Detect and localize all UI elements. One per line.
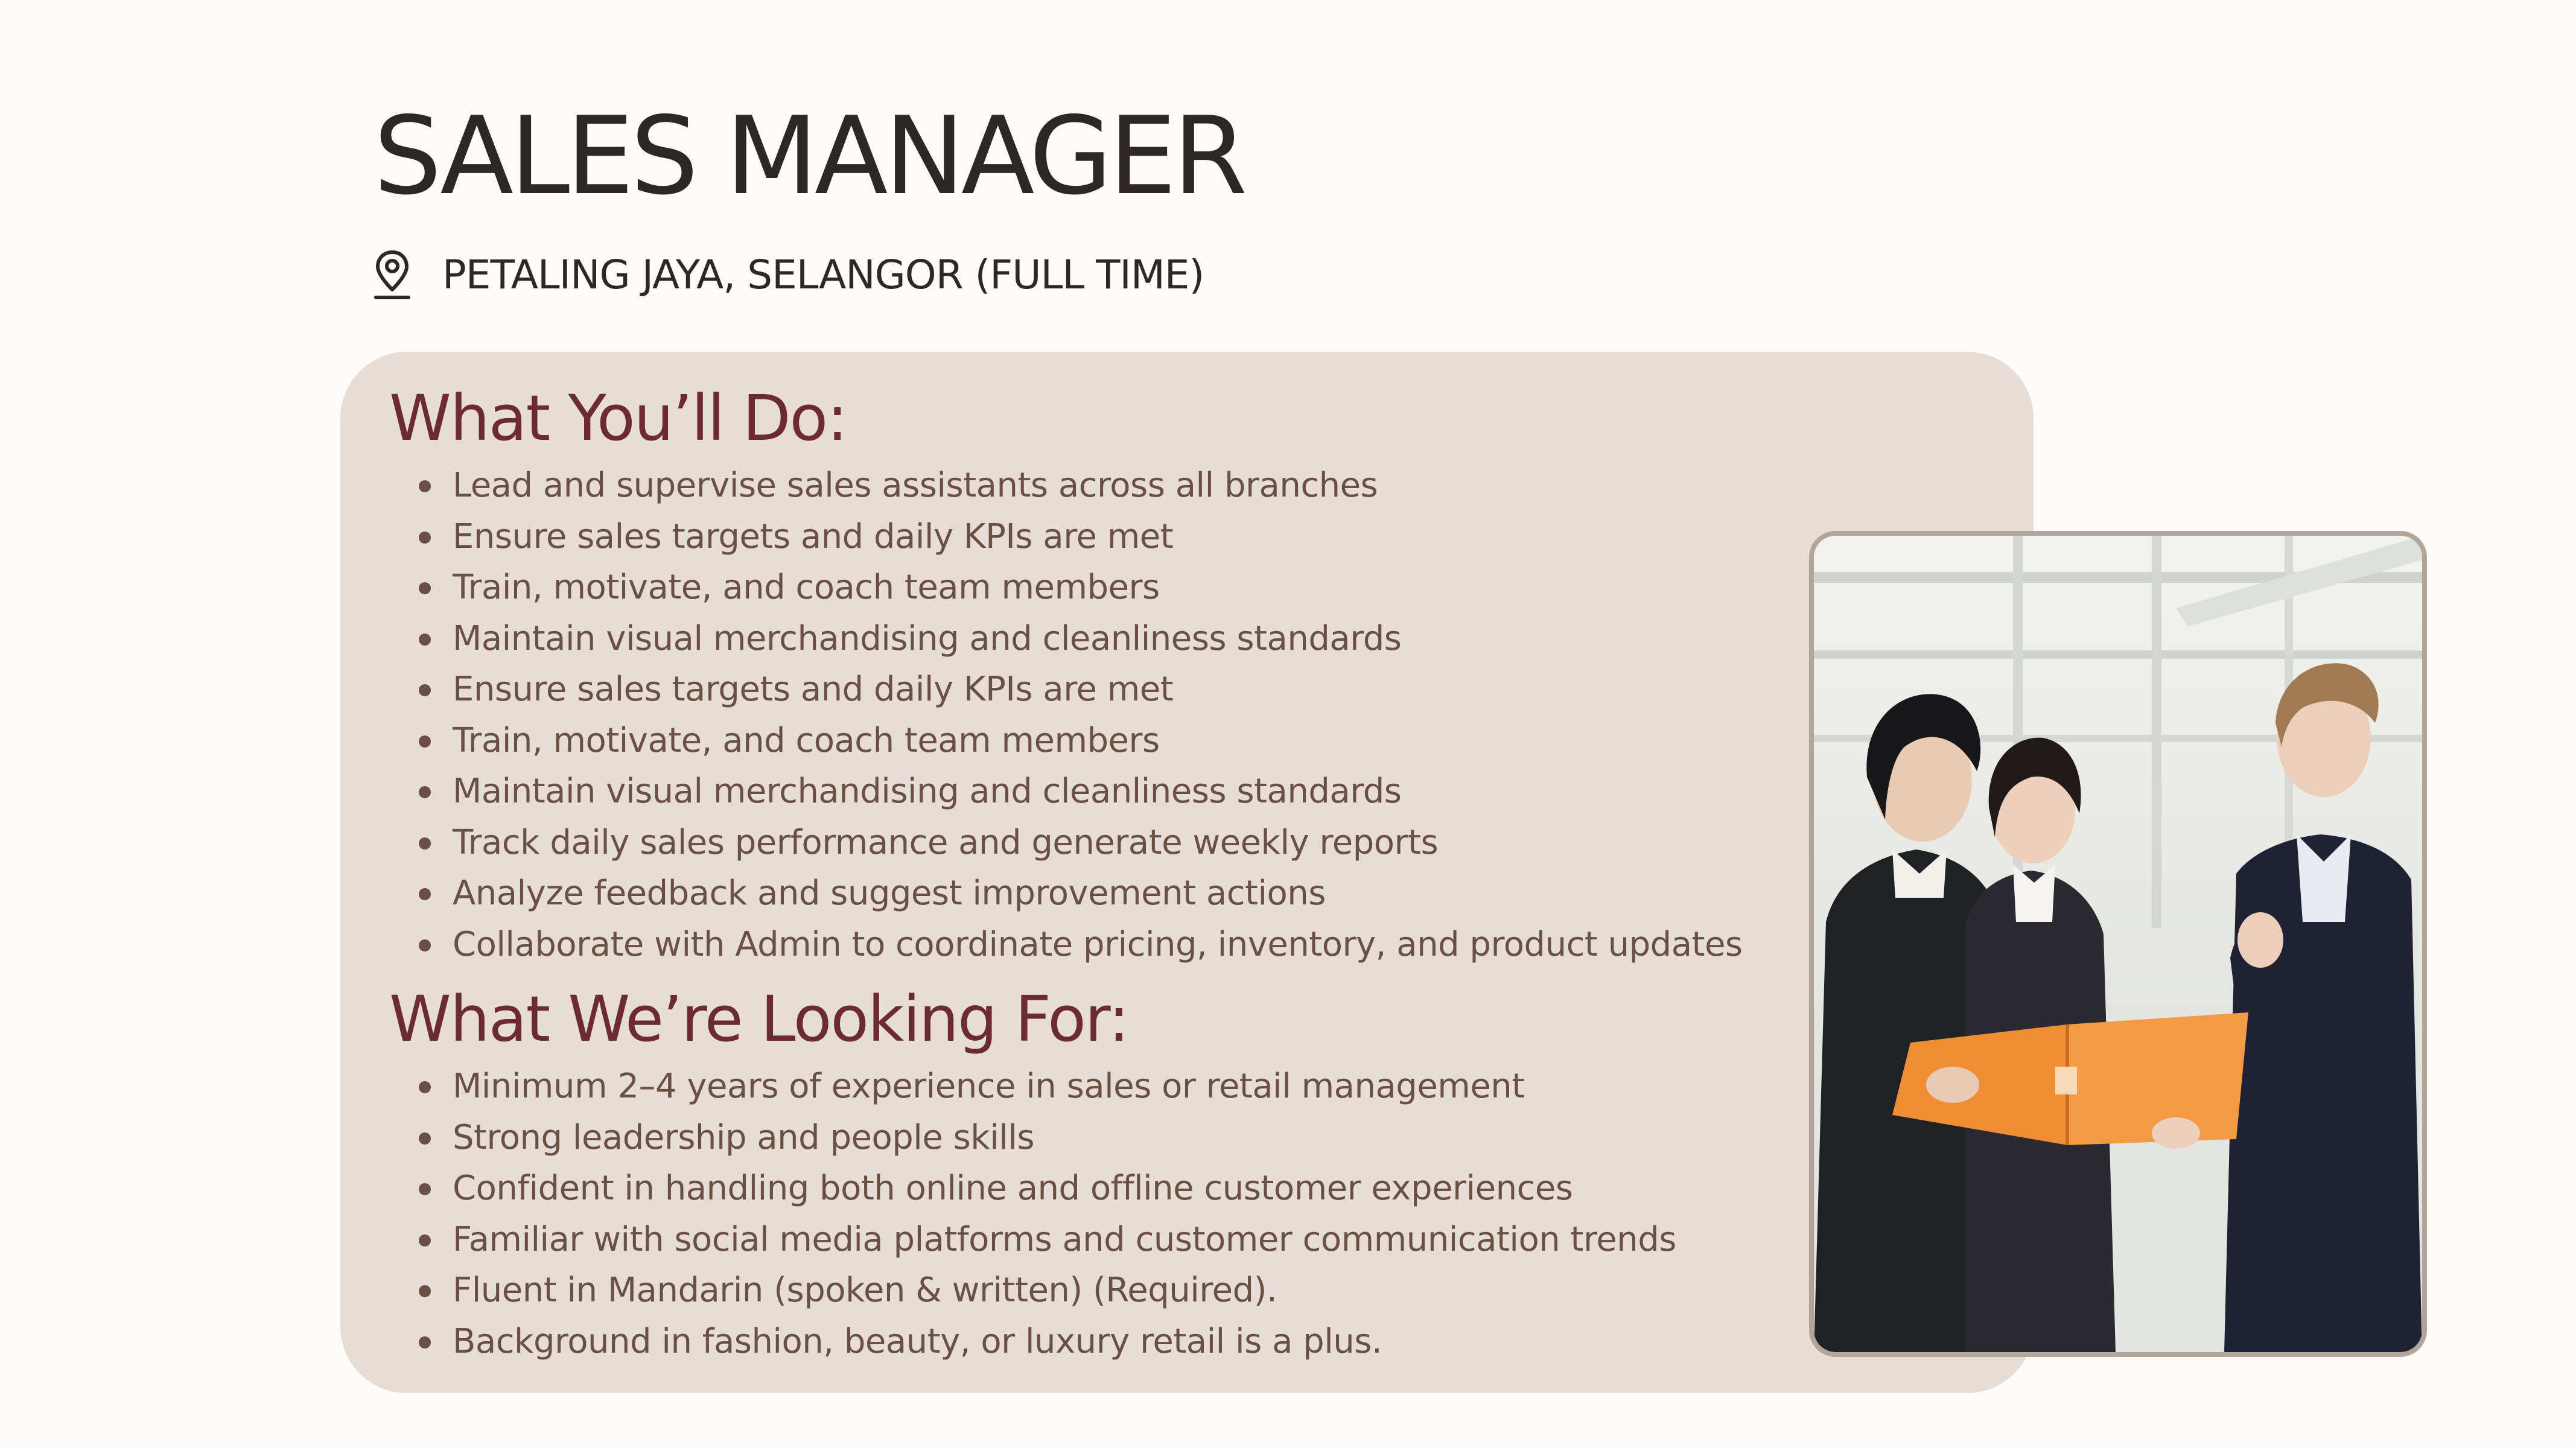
location-text: PETALING JAYA, SELANGOR (FULL TIME) <box>442 251 1204 298</box>
list-item: Collaborate with Admin to coordinate pricing, inventory, and product updates <box>453 919 1743 971</box>
list-item: Background in fashion, beauty, or luxury retail is a plus. <box>453 1316 1676 1368</box>
responsibilities-list <box>453 460 1743 970</box>
requirements-list <box>453 1061 1676 1367</box>
list-item: Fluent in Mandarin (spoken & written) (Required). <box>453 1265 1676 1316</box>
list-item: Maintain visual merchandising and cleanliness standards <box>453 614 1743 665</box>
requirements-heading: What We’re Looking For: <box>389 982 1128 1056</box>
map-pin-icon <box>374 249 411 300</box>
list-item: Track daily sales performance and generate weekly reports <box>453 818 1743 869</box>
list-item: Analyze feedback and suggest improvement actions <box>453 868 1743 919</box>
list-item: Confident in handling both online and offline customer experiences <box>453 1163 1676 1215</box>
list-item: Minimum 2–4 years of experience in sales or retail management <box>453 1061 1676 1113</box>
list-item: Familiar with social media platforms and customer communication trends <box>453 1215 1676 1266</box>
responsibilities-heading: What You’ll Do: <box>389 381 847 455</box>
list-item: Maintain visual merchandising and cleanliness standards <box>453 766 1743 818</box>
list-item: Train, motivate, and coach team members <box>453 716 1743 767</box>
list-item: Train, motivate, and coach team members <box>453 562 1743 614</box>
job-details-card <box>340 352 2034 1393</box>
job-location <box>374 244 1204 305</box>
job-title: SALES MANAGER <box>374 94 1244 218</box>
list-item: Ensure sales targets and daily KPIs are met <box>453 512 1743 563</box>
list-item: Lead and supervise sales assistants across all branches <box>453 460 1743 512</box>
team-photo <box>1809 531 2427 1357</box>
list-item: Strong leadership and people skills <box>453 1113 1676 1164</box>
list-item: Ensure sales targets and daily KPIs are met <box>453 664 1743 716</box>
